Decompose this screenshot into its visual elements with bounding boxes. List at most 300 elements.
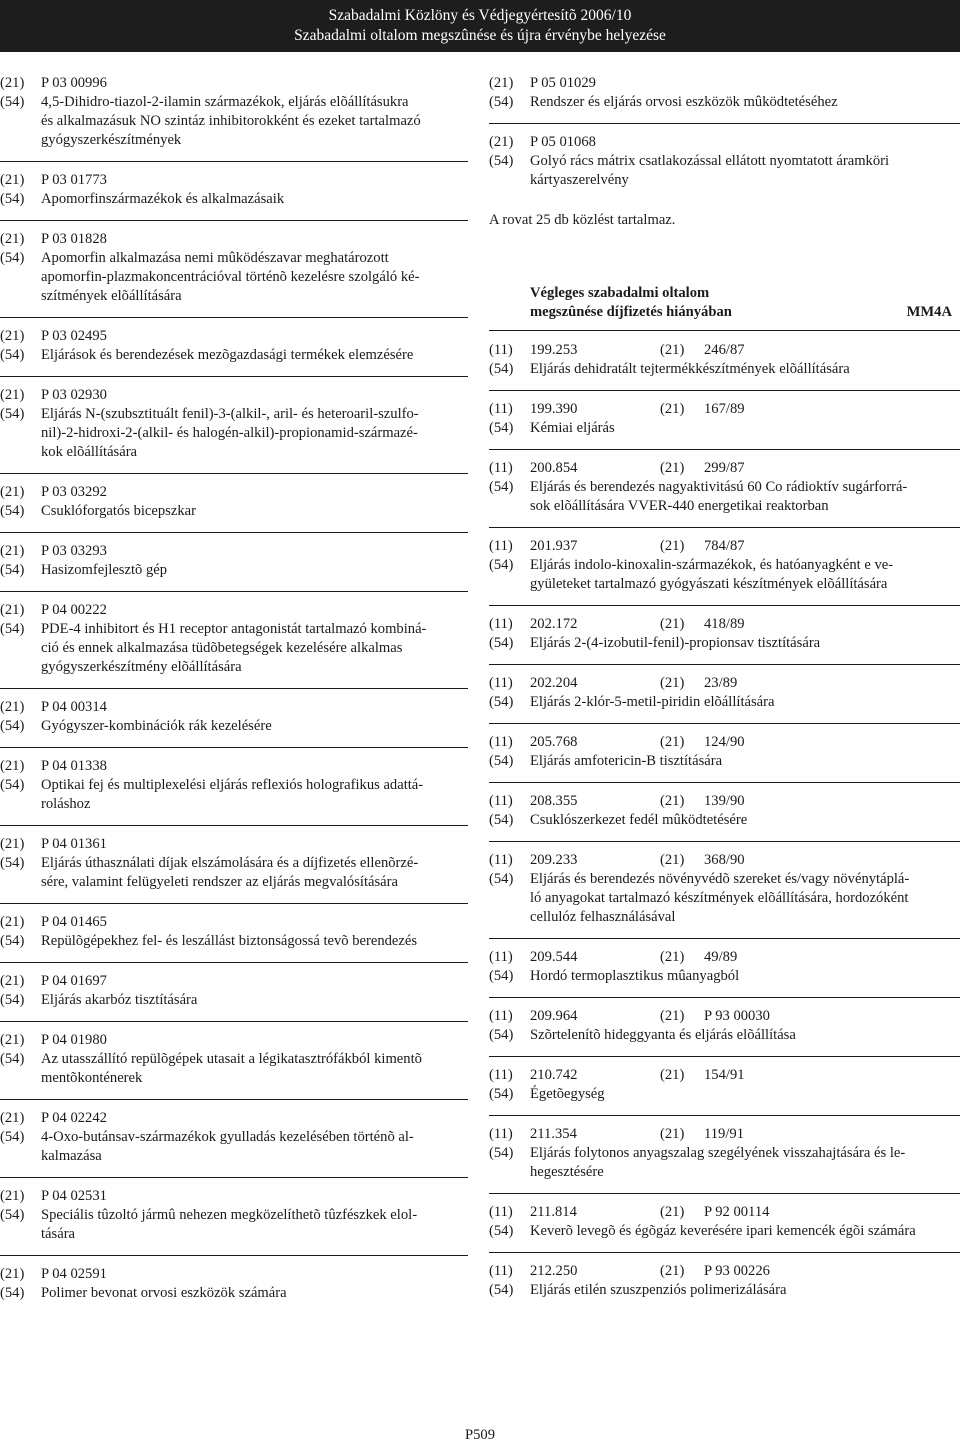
title-line: Csuklószerkezet fedél mûködtetésére (530, 812, 748, 828)
entry-row (0, 991, 470, 1010)
field-code-54: (54) (489, 1027, 514, 1043)
title-line: Csuklóforgatós bicepszkar (41, 503, 196, 519)
entry-row (489, 752, 960, 771)
field-code-54: (54) (489, 635, 514, 651)
field-code-54: (54) (0, 503, 25, 519)
entry-row (0, 287, 470, 306)
entry-separator (0, 591, 468, 592)
entry-row (0, 542, 470, 561)
entry-row (0, 639, 470, 658)
field-code-21: (21) (660, 793, 685, 809)
entry-row (489, 1262, 960, 1281)
patent-number: 208.355 (530, 793, 578, 809)
patent-number: 211.354 (530, 1126, 577, 1142)
entry-row (0, 1284, 470, 1303)
entry-separator (489, 997, 960, 998)
entry-row (489, 948, 960, 967)
patent-entry (489, 74, 960, 112)
field-code-11: (11) (489, 1008, 513, 1024)
title-line: Eljárás és berendezés nagyaktivitású 60 Co rádioktív sugárforrá- (530, 479, 908, 495)
title-line: Rendszer és eljárás orvosi eszközök mûködtetéséhez (530, 94, 838, 110)
field-code-54: (54) (489, 153, 514, 169)
entry-separator (0, 903, 468, 904)
patent-entry (0, 1109, 470, 1166)
application-number: 299/87 (704, 460, 745, 476)
section-heading: Szabadalmi oltalom megszûnése és újra érvénybe helyezése (294, 27, 666, 44)
entry-row (0, 658, 470, 677)
field-code-21: (21) (0, 836, 25, 852)
patent-numbers (530, 1203, 960, 1222)
patent-numbers (530, 1007, 960, 1026)
field-code-11: (11) (489, 401, 513, 417)
entry-row (489, 1281, 960, 1300)
entry-row (489, 360, 960, 379)
field-code-54: (54) (0, 933, 25, 949)
entry-separator (0, 1255, 468, 1256)
entry-row (489, 74, 960, 93)
entry-separator (0, 220, 468, 221)
title-line: Kémiai eljárás (530, 420, 615, 436)
field-code-54: (54) (489, 1086, 514, 1102)
patent-entry (489, 341, 960, 379)
title-line: Eljárás dehidratált tejtermékkészítmények elõállítására (530, 361, 850, 377)
patent-number: 212.250 (530, 1263, 578, 1279)
field-code-54: (54) (489, 1282, 514, 1298)
entry-row (0, 873, 470, 892)
patent-number: 211.814 (530, 1204, 577, 1220)
entry-separator (0, 376, 468, 377)
entry-row (0, 1265, 470, 1284)
entry-row (0, 795, 470, 814)
entry-row (0, 74, 470, 93)
entry-separator (0, 1099, 468, 1100)
application-number: 119/91 (704, 1126, 744, 1142)
application-number: P 05 01029 (530, 75, 596, 91)
field-code-11: (11) (489, 342, 513, 358)
patent-numbers (530, 733, 960, 752)
patent-number: 202.204 (530, 675, 578, 691)
entry-row (0, 327, 470, 346)
title-line: Speciális tûzoltó jármû nehezen megközelíthetõ tûzfészkek elol- (41, 1207, 418, 1223)
field-code-54: (54) (0, 1129, 25, 1145)
patent-entry (0, 327, 470, 365)
patent-entry (0, 542, 470, 580)
application-number: 154/91 (704, 1067, 745, 1083)
field-code-11: (11) (489, 852, 513, 868)
entry-row (489, 851, 960, 870)
entry-row (0, 112, 470, 131)
application-number: P 03 02930 (41, 387, 107, 403)
patent-entry (0, 171, 470, 209)
application-number: 784/87 (704, 538, 745, 554)
field-code-54: (54) (489, 1145, 514, 1161)
field-code-11: (11) (489, 675, 513, 691)
patent-number: 205.768 (530, 734, 578, 750)
title-line: Hordó termoplasztikus mûanyagból (530, 968, 740, 984)
application-number: 139/90 (704, 793, 745, 809)
field-code-21: (21) (489, 75, 514, 91)
code-spacer (0, 131, 41, 150)
field-code-54: (54) (0, 191, 25, 207)
code-spacer (489, 889, 530, 908)
entry-separator (489, 1115, 960, 1116)
field-code-54: (54) (489, 968, 514, 984)
patent-entry (489, 1007, 960, 1045)
field-code-21: (21) (489, 134, 514, 150)
entry-row (0, 620, 470, 639)
field-code-21: (21) (660, 1204, 685, 1220)
field-code-54: (54) (0, 855, 25, 871)
entry-row (489, 497, 960, 516)
title-line: Eljárás etilén szuszpenziós polimerizálására (530, 1282, 787, 1298)
entry-separator (489, 782, 960, 783)
field-code-11: (11) (489, 538, 513, 554)
title-line: hegesztésére (530, 1164, 604, 1180)
patent-entry (0, 835, 470, 892)
entry-row (0, 405, 470, 424)
field-code-21: (21) (0, 75, 25, 91)
patent-entry (0, 913, 470, 951)
patent-numbers (530, 948, 960, 967)
field-code-54: (54) (489, 753, 514, 769)
entry-row (489, 1163, 960, 1182)
field-code-54: (54) (0, 1207, 25, 1223)
section-title (489, 284, 960, 324)
entry-row (489, 615, 960, 634)
entry-row (0, 171, 470, 190)
patent-entry (0, 972, 470, 1010)
entry-row (489, 1125, 960, 1144)
section-code: MM4A (906, 304, 952, 320)
entry-row (489, 792, 960, 811)
application-number: P 03 03293 (41, 543, 107, 559)
patent-entry (489, 851, 960, 927)
application-number: 23/89 (704, 675, 738, 691)
patent-numbers (530, 615, 960, 634)
code-spacer (0, 795, 41, 814)
patent-entry (0, 757, 470, 814)
patent-entry (489, 674, 960, 712)
entry-row (0, 1031, 470, 1050)
field-code-21: (21) (0, 387, 25, 403)
entry-separator (489, 664, 960, 665)
field-code-11: (11) (489, 734, 513, 750)
entry-row (489, 93, 960, 112)
field-code-21: (21) (660, 1008, 685, 1024)
field-code-21: (21) (660, 852, 685, 868)
code-spacer (0, 443, 41, 462)
entry-row (489, 1144, 960, 1163)
title-line: mentõkonténerek (41, 1070, 143, 1086)
field-code-11: (11) (489, 1126, 513, 1142)
entry-row (489, 556, 960, 575)
entry-row (489, 575, 960, 594)
field-code-21: (21) (660, 734, 685, 750)
entry-separator (0, 532, 468, 533)
entry-row (0, 757, 470, 776)
patent-numbers (530, 851, 960, 870)
journal-title: Szabadalmi Közlöny és Védjegyértesítõ 2006/10 (328, 7, 632, 24)
application-number: P 04 00222 (41, 602, 107, 618)
title-line: Hasizomfejlesztõ gép (41, 562, 168, 578)
entry-row (0, 131, 470, 150)
application-number: 49/89 (704, 949, 738, 965)
patent-numbers (530, 792, 960, 811)
title-line: ló anyagokat tartalmazó készítmények elõállítására, hordozóként (530, 890, 909, 906)
patent-numbers (530, 537, 960, 556)
patent-numbers (530, 341, 960, 360)
patent-numbers (530, 1125, 960, 1144)
entry-separator (489, 1193, 960, 1194)
patent-entry (489, 792, 960, 830)
title-line: Golyó rács mátrix csatlakozással ellátott nyomtatott áramköri (530, 153, 890, 169)
title-line: sére, valamint felügyeleti rendszer az eljárás megvalósítására (41, 874, 398, 890)
application-number: P 04 02591 (41, 1266, 107, 1282)
patent-number: 199.253 (530, 342, 578, 358)
title-line: szítmények elõállítására (41, 288, 182, 304)
field-code-21: (21) (0, 328, 25, 344)
field-code-54: (54) (0, 992, 25, 1008)
entry-row (489, 908, 960, 927)
code-spacer (489, 1163, 530, 1182)
entry-row (0, 1050, 470, 1069)
patent-entry (0, 1187, 470, 1244)
entry-row (489, 1007, 960, 1026)
title-line: Égetõegység (530, 1086, 605, 1102)
entry-separator (489, 723, 960, 724)
page-header (0, 0, 960, 52)
patent-number: 209.544 (530, 949, 578, 965)
patent-numbers (530, 674, 960, 693)
application-number: P 04 01338 (41, 758, 107, 774)
entry-row (0, 1225, 470, 1244)
code-spacer (0, 1069, 41, 1088)
entry-row (0, 776, 470, 795)
entry-row (489, 1066, 960, 1085)
patent-entry (0, 698, 470, 736)
field-code-11: (11) (489, 949, 513, 965)
entry-row (0, 1187, 470, 1206)
patent-numbers (530, 1262, 960, 1281)
title-line: Optikai fej és multiplexelési eljárás reflexiós holografikus adattá- (41, 777, 424, 793)
application-number: P 03 01773 (41, 172, 107, 188)
field-code-54: (54) (489, 812, 514, 828)
entry-row (0, 502, 470, 521)
entry-separator (489, 527, 960, 528)
entry-row (0, 698, 470, 717)
field-code-11: (11) (489, 793, 513, 809)
entry-separator (0, 747, 468, 748)
title-line: Keverõ levegõ és égõgáz keverésére ipari kemencék égõi számára (530, 1223, 916, 1239)
application-number: P 04 01465 (41, 914, 107, 930)
entry-row (0, 1069, 470, 1088)
entry-row (0, 1109, 470, 1128)
section-title-line1: Végleges szabadalmi oltalom (530, 285, 710, 301)
title-line: Eljárások és berendezések mezõgazdasági termékek elemzésére (41, 347, 414, 363)
patent-entry (489, 1125, 960, 1182)
title-line: Repülõgépekhez fel- és leszállást biztonságossá tevõ berendezés (41, 933, 418, 949)
field-code-54: (54) (0, 718, 25, 734)
entry-row (0, 268, 470, 287)
patent-number: 200.854 (530, 460, 578, 476)
code-spacer (0, 1225, 41, 1244)
application-number: P 04 01697 (41, 973, 107, 989)
entry-row (489, 341, 960, 360)
patent-entry (0, 1031, 470, 1088)
title-line: Eljárás és berendezés növényvédõ szereket és/vagy növénytáplá- (530, 871, 910, 887)
entry-separator (489, 449, 960, 450)
title-line: Szõrtelenítõ hideggyanta és eljárás elõállítása (530, 1027, 796, 1043)
field-code-21: (21) (660, 1067, 685, 1083)
field-code-21: (21) (0, 914, 25, 930)
field-code-54: (54) (489, 479, 514, 495)
entry-row (489, 693, 960, 712)
application-number: P 04 01361 (41, 836, 107, 852)
entry-row (489, 478, 960, 497)
entry-separator (0, 317, 468, 318)
title-line: Eljárás indolo-kinoxalin-származékok, és hatóanyagként e ve- (530, 557, 894, 573)
title-line: ció és ennek alkalmazása tüdõbetegségek kezelésére alkalmas (41, 640, 403, 656)
field-code-11: (11) (489, 1067, 513, 1083)
field-code-21: (21) (660, 1126, 685, 1142)
field-code-54: (54) (489, 94, 514, 110)
field-code-21: (21) (660, 616, 685, 632)
title-line: Polimer bevonat orvosi eszközök számára (41, 1285, 287, 1301)
section-title-line2: megszûnése díjfizetés hiányában (530, 304, 732, 320)
application-number: P 03 03292 (41, 484, 107, 500)
title-line: nil)-2-hidroxi-2-(alkil- és halogén-alkil)-propionamid-származé- (41, 425, 418, 441)
entry-separator (489, 841, 960, 842)
field-code-21: (21) (660, 1263, 685, 1279)
application-number: 124/90 (704, 734, 745, 750)
field-code-11: (11) (489, 460, 513, 476)
entry-row (489, 152, 960, 171)
entry-row (489, 400, 960, 419)
field-code-54: (54) (489, 1223, 514, 1239)
patent-number: 209.964 (530, 1008, 578, 1024)
entry-separator (489, 605, 960, 606)
entry-separator (0, 161, 468, 162)
application-number: P 92 00114 (704, 1204, 770, 1220)
field-code-21: (21) (0, 484, 25, 500)
field-code-54: (54) (0, 777, 25, 793)
code-spacer (0, 639, 41, 658)
entry-separator (0, 1021, 468, 1022)
field-code-54: (54) (489, 694, 514, 710)
field-code-54: (54) (489, 420, 514, 436)
entry-row (489, 634, 960, 653)
field-code-21: (21) (0, 543, 25, 559)
entry-row (489, 133, 960, 152)
entry-row (489, 733, 960, 752)
title-line: Apomorfinszármazékok és alkalmazásaik (41, 191, 285, 207)
field-code-21: (21) (0, 231, 25, 247)
title-line: Eljárás folytonos anyagszalag szegélyének visszahajtására és le- (530, 1145, 906, 1161)
entry-row (489, 459, 960, 478)
patent-entry (489, 1262, 960, 1300)
title-line: és alkalmazásuk NO szintáz inhibitorokként és ezeket tartalmazó (41, 113, 421, 129)
entry-separator (0, 825, 468, 826)
title-line: apomorfin-plazmakoncentrációval történõ kezelésre szolgáló ké- (41, 269, 420, 285)
title-line: Eljárás N-(szubsztituált fenil)-3-(alkil-, aril- és heteroaril-szulfo- (41, 406, 419, 422)
entry-row (0, 1206, 470, 1225)
application-number: 246/87 (704, 342, 745, 358)
section-note: A rovat 25 db közlést tartalmaz. (489, 212, 676, 228)
field-code-54: (54) (0, 562, 25, 578)
code-spacer (0, 424, 41, 443)
field-code-54: (54) (0, 406, 25, 422)
title-line: Eljárás 2-klór-5-metil-piridin elõállítására (530, 694, 775, 710)
field-code-54: (54) (0, 347, 25, 363)
code-spacer (0, 658, 41, 677)
entry-separator (489, 938, 960, 939)
patent-entry (489, 400, 960, 438)
entry-separator (0, 1177, 468, 1178)
title-line: 4-Oxo-butánsav-származékok gyulladás kezelésében történõ al- (41, 1129, 414, 1145)
entry-row (0, 424, 470, 443)
field-code-21: (21) (0, 602, 25, 618)
patent-number: 209.233 (530, 852, 578, 868)
field-code-21: (21) (660, 342, 685, 358)
field-code-54: (54) (489, 871, 514, 887)
patent-entry (489, 537, 960, 594)
entry-row (0, 835, 470, 854)
field-code-54: (54) (0, 94, 25, 110)
title-line: gyógyszerkészítmény elõállítására (41, 659, 242, 675)
field-code-11: (11) (489, 1263, 513, 1279)
entry-row (0, 249, 470, 268)
page-number: P509 (464, 1427, 495, 1443)
code-spacer (0, 873, 41, 892)
field-code-21: (21) (660, 401, 685, 417)
field-code-21: (21) (660, 538, 685, 554)
code-spacer (489, 575, 530, 594)
code-spacer (489, 497, 530, 516)
patent-entry (489, 733, 960, 771)
patent-entry (0, 386, 470, 462)
patent-entry (489, 459, 960, 516)
title-line: kártyaszerelvény (530, 172, 629, 188)
application-number: P 93 00226 (704, 1263, 770, 1279)
title-line: kok elõállítására (41, 444, 138, 460)
patent-entry (0, 230, 470, 306)
entry-row (0, 717, 470, 736)
field-code-54: (54) (0, 1285, 25, 1301)
patent-entry (489, 948, 960, 986)
entry-row (489, 171, 960, 190)
patent-entry (489, 1066, 960, 1104)
entry-separator (489, 390, 960, 391)
title-line: Eljárás akarbóz tisztítására (41, 992, 198, 1008)
entry-row (489, 967, 960, 986)
title-line: Eljárás 2-(4-izobutil-fenil)-propionsav tisztítására (530, 635, 821, 651)
entry-row (489, 674, 960, 693)
patent-entry (0, 1265, 470, 1303)
field-code-21: (21) (0, 172, 25, 188)
title-line: gyógyszerkészítmények (41, 132, 182, 148)
entry-row (489, 419, 960, 438)
patent-number: 210.742 (530, 1067, 578, 1083)
application-number: P 04 01980 (41, 1032, 107, 1048)
field-code-21: (21) (0, 1266, 25, 1282)
patent-entry (489, 615, 960, 653)
entry-separator (0, 962, 468, 963)
patent-entry (0, 601, 470, 677)
entry-row (0, 386, 470, 405)
title-line: Apomorfin alkalmazása nemi mûködészavar meghatározott (41, 250, 389, 266)
title-line: Eljárás úthasználati díjak elszámolására és a díjfizetés ellenõrzé- (41, 855, 419, 871)
field-code-54: (54) (0, 250, 25, 266)
